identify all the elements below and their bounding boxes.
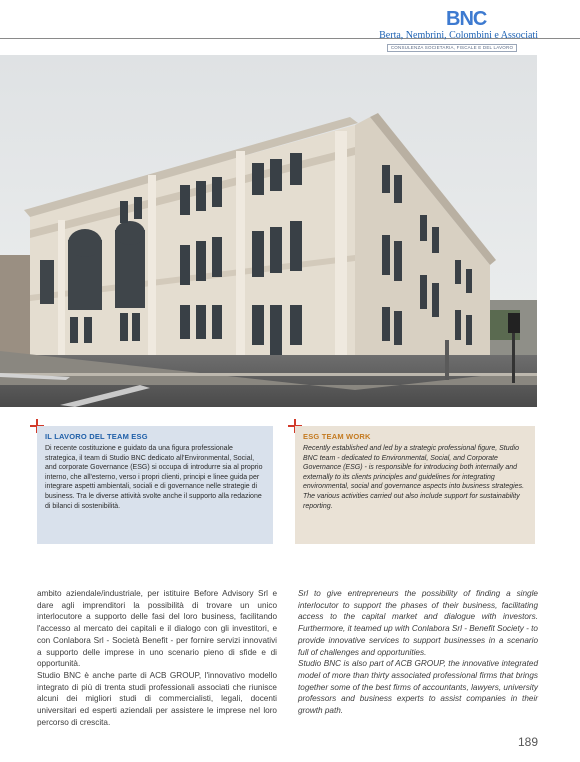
body-en-paragraph-2: Studio BNC is also part of ACB GROUP, the innovative integrated model of more than thirty associated professional firms that brings together some of the best firms of accountants, lawyers, university professors and business experts to assist companies in their growth path.	[298, 659, 538, 716]
body-column-english	[298, 588, 538, 717]
box-en-title: ESG TEAM WORK	[303, 432, 371, 441]
firm-name: Berta, Nembrini, Colombini e Associati	[379, 30, 538, 41]
building-photo	[0, 55, 537, 407]
body-column-italian	[37, 588, 277, 728]
body-en-paragraph-1: Srl to give entrepreneurs the possibility of finding a single interlocutor to support the phases of their business, facilitating access to the capital market and dialogue with investors. Furthermore, it teamed up with Conlabora Srl - Benefit Society - to provide innovative services to support businesses in a scenario full of challenges and opportunities.	[298, 589, 538, 657]
logo-text: BNC	[446, 8, 487, 29]
body-it-paragraph-1: ambito aziendale/industriale, per istituire Before Advisory Srl e dare agli imprenditori la possibilità di trovare un unico interlocutore a supporto delle fasi del loro business, facilitando l'accesso al mercato dei capitali e il dialogo con gli investitori, e con Conlabora Srl - Società Benefit - per fornire servizi innovativi a supporto delle imprese in uno scenario pieno di sfide e di opportunità.	[37, 589, 277, 669]
box-it-text: Di recente costituzione e guidato da una figura professionale strategica, il team di Studio BNC dedicato all'Environmental, Social, and corporate Governance (ESG) si occupa di introdurre sia al proprio interno, che all'esterno, verso i propri clienti, principi e linee guida per integrare aspetti ambientali, sociali e di governance nelle strategie di business. Tra le diverse attività svolte anche il supporto alla redazione di bilanci di sostenibilità.	[45, 445, 263, 510]
bnc-logo	[446, 5, 490, 29]
page-number: 189	[517, 735, 538, 749]
box-esg-english	[295, 426, 535, 544]
firm-subtitle: CONSULENZA SOCIETARIA, FISCALE E DEL LAVORO	[387, 44, 517, 52]
box-en-text: Recently established and led by a strategic professional figure, Studio BNC team - dedicated to Environmental, Social, and Corporate Governance (ESG) - is responsible for introducing both internally and externally to its clients principles and guidelines for integrating environmental, social and governance aspects into business strategies. The various activities carried out also include support for sustainability reporting.	[303, 445, 525, 510]
box-esg-italian	[37, 426, 273, 544]
body-it-paragraph-2: Studio BNC è anche parte di ACB GROUP, l'innovativo modello integrato di più di trenta studi professionali associati che riunisce alcuni dei migliori studi di commercialisti, legali, docenti universitari ed esperti aziendali per assistere le imprese nel loro percorso di crescita.	[37, 670, 277, 727]
box-it-title: IL LAVORO DEL TEAM ESG	[45, 432, 148, 441]
